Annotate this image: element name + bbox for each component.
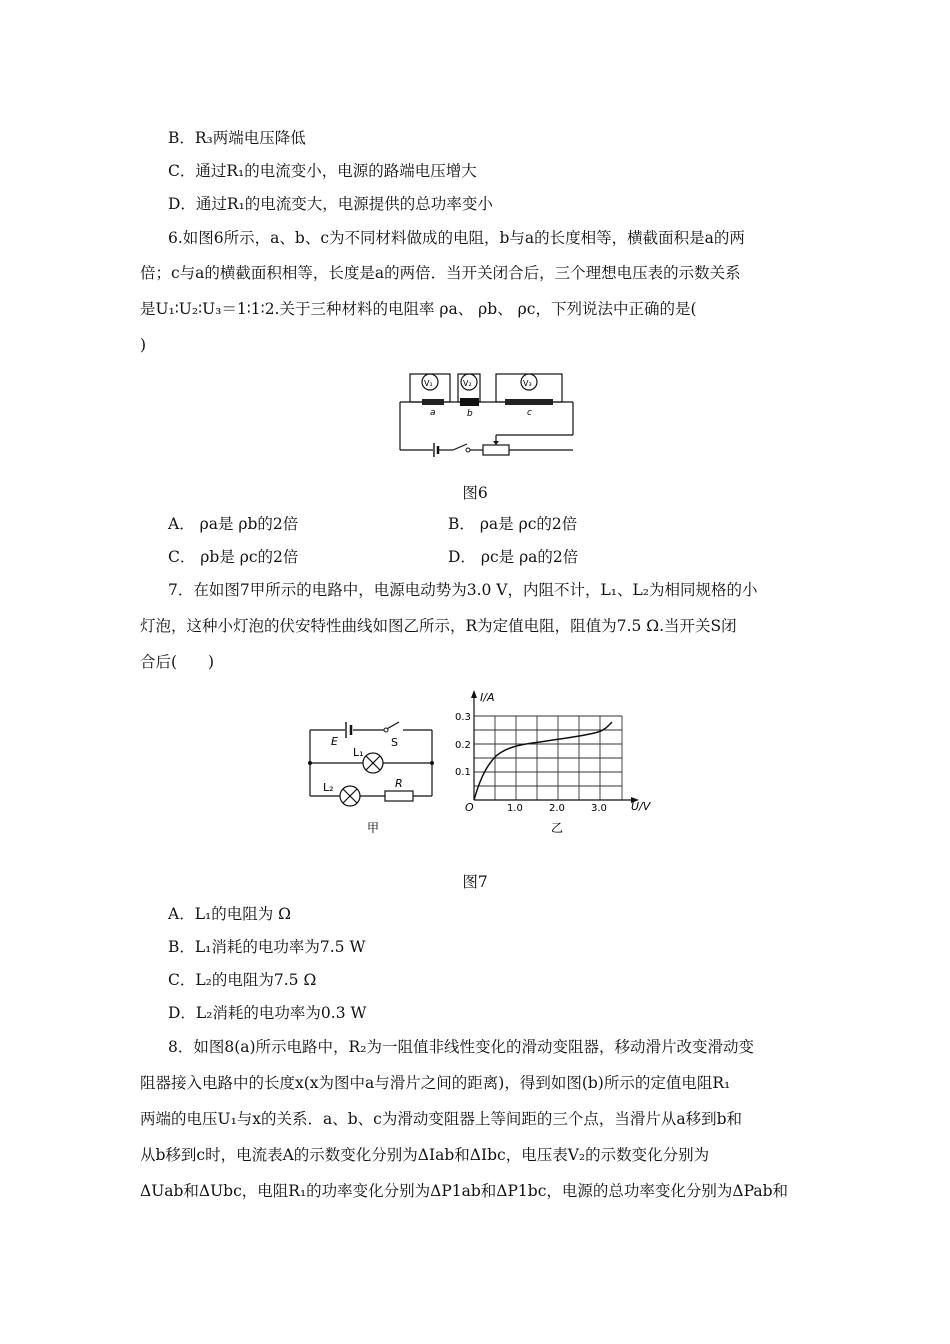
label-a: a [430,408,436,418]
junction-right [430,761,434,765]
q8-stem-line1: 8．如图8(a)所示电路中，R₂为一阻值非线性变化的滑动变阻器，移动滑片改变滑动变 [168,1038,754,1056]
q7-circuit-figure [305,708,440,838]
figure-7-caption: 图7 [462,873,488,891]
q7-iv-curve-figure [450,686,660,838]
q5-option-b: B．R₃两端电压降低 [168,129,306,147]
q6-option-a: A． ρa是 ρb的2倍 [168,515,299,533]
q6-stem-line3: 是U₁∶U₂∶U₃＝1∶1∶2.关于三种材料的电阻率 ρa、 ρb、 ρc，下列说法中正确的是( [140,300,697,318]
resistor-r-icon [385,791,413,801]
q6-option-c: C． ρb是 ρc的2倍 [168,548,299,566]
v1-label: V₁ [424,379,433,388]
label-jia: 甲 [367,821,380,835]
q8-stem-line5: ΔUab和ΔUbc，电阻R₁的功率变化分别为ΔP1ab和ΔP1bc，电源的总功率变化分别为ΔPab和 [140,1182,788,1200]
junction-left [308,761,312,765]
label-e: E [331,735,338,748]
switch-pivot-icon [466,448,470,452]
q6-circuit-figure [395,368,580,458]
q6-stem-line1: 6.如图6所示，a、b、c为不同材料做成的电阻，b与a的长度相等，横截面积是a的两 [168,229,745,247]
q8-stem-line4: 从b移到c时，电流表A的示数变化分别为ΔIab和ΔIbc，电压表V₂的示数变化分别为 [140,1146,710,1164]
label-s: S [391,736,398,749]
graph-xlabel: U/V [631,800,651,813]
q8-stem-line2: 阻器接入电路中的长度x(x为图中a与滑片之间的距离)，得到如图(b)所示的定值电阻R₁ [140,1074,731,1092]
ytick-0-2: 0.2 [455,740,471,751]
xtick-2-0: 2.0 [549,803,565,814]
resistor-c [505,399,553,405]
rheostat-icon [483,445,509,455]
ytick-0-1: 0.1 [455,767,471,778]
xtick-3-0: 3.0 [591,803,607,814]
v3-label: V₃ [523,379,532,388]
switch-s-icon [384,728,388,732]
v2-label: V₂ [463,379,472,388]
q7-option-a: A．L₁的电阻为 Ω [168,905,291,923]
q7-option-c: C．L₂的电阻为7.5 Ω [168,971,317,989]
q7-stem-line1: 7．在如图7甲所示的电路中，电源电动势为3.0 V，内阻不计，L₁、L₂为相同规格的小 [168,581,758,599]
q5-option-d: D．通过R₁的电流变大，电源提供的总功率变小 [168,195,493,213]
slider-arrow-icon [493,441,499,445]
q8-stem-line3: 两端的电压U₁与x的关系．a、b、c为滑动变阻器上等间距的三个点，当滑片从a移到b和 [140,1110,743,1128]
q6-option-d: D． ρc是 ρa的2倍 [448,548,579,566]
graph-grid [474,716,622,800]
label-l1: L₁ [353,746,364,759]
label-r: R [395,777,403,790]
graph-origin: O [465,801,474,814]
q7-option-d: D．L₂消耗的电功率为0.3 W [168,1004,367,1022]
q5-option-c: C．通过R₁的电流变小，电源的路端电压增大 [168,162,477,180]
figure-6-caption: 图6 [462,484,488,502]
resistor-a [422,399,444,405]
q7-stem-line3: 合后( ) [140,653,215,671]
q6-option-b: B． ρa是 ρc的2倍 [448,515,578,533]
label-l2: L₂ [323,781,334,794]
q7-stem-line2: 灯泡，这种小灯泡的伏安特性曲线如图乙所示，R为定值电阻，阻值为7.5 Ω.当开关S闭 [140,617,737,635]
resistor-b [460,398,479,406]
q6-stem-line4: ) [140,336,147,354]
graph-ylabel: I/A [480,691,495,704]
y-axis-arrow-icon [471,690,477,698]
q6-stem-line2: 倍；c与a的横截面积相等，长度是a的两倍．当开关闭合后，三个理想电压表的示数关系 [140,264,741,282]
q7-option-b: B．L₁消耗的电功率为7.5 W [168,938,366,956]
label-yi: 乙 [551,821,564,835]
ytick-0-3: 0.3 [455,712,471,723]
label-c: c [527,408,532,418]
xtick-1-0: 1.0 [507,803,523,814]
label-b: b [467,409,473,419]
